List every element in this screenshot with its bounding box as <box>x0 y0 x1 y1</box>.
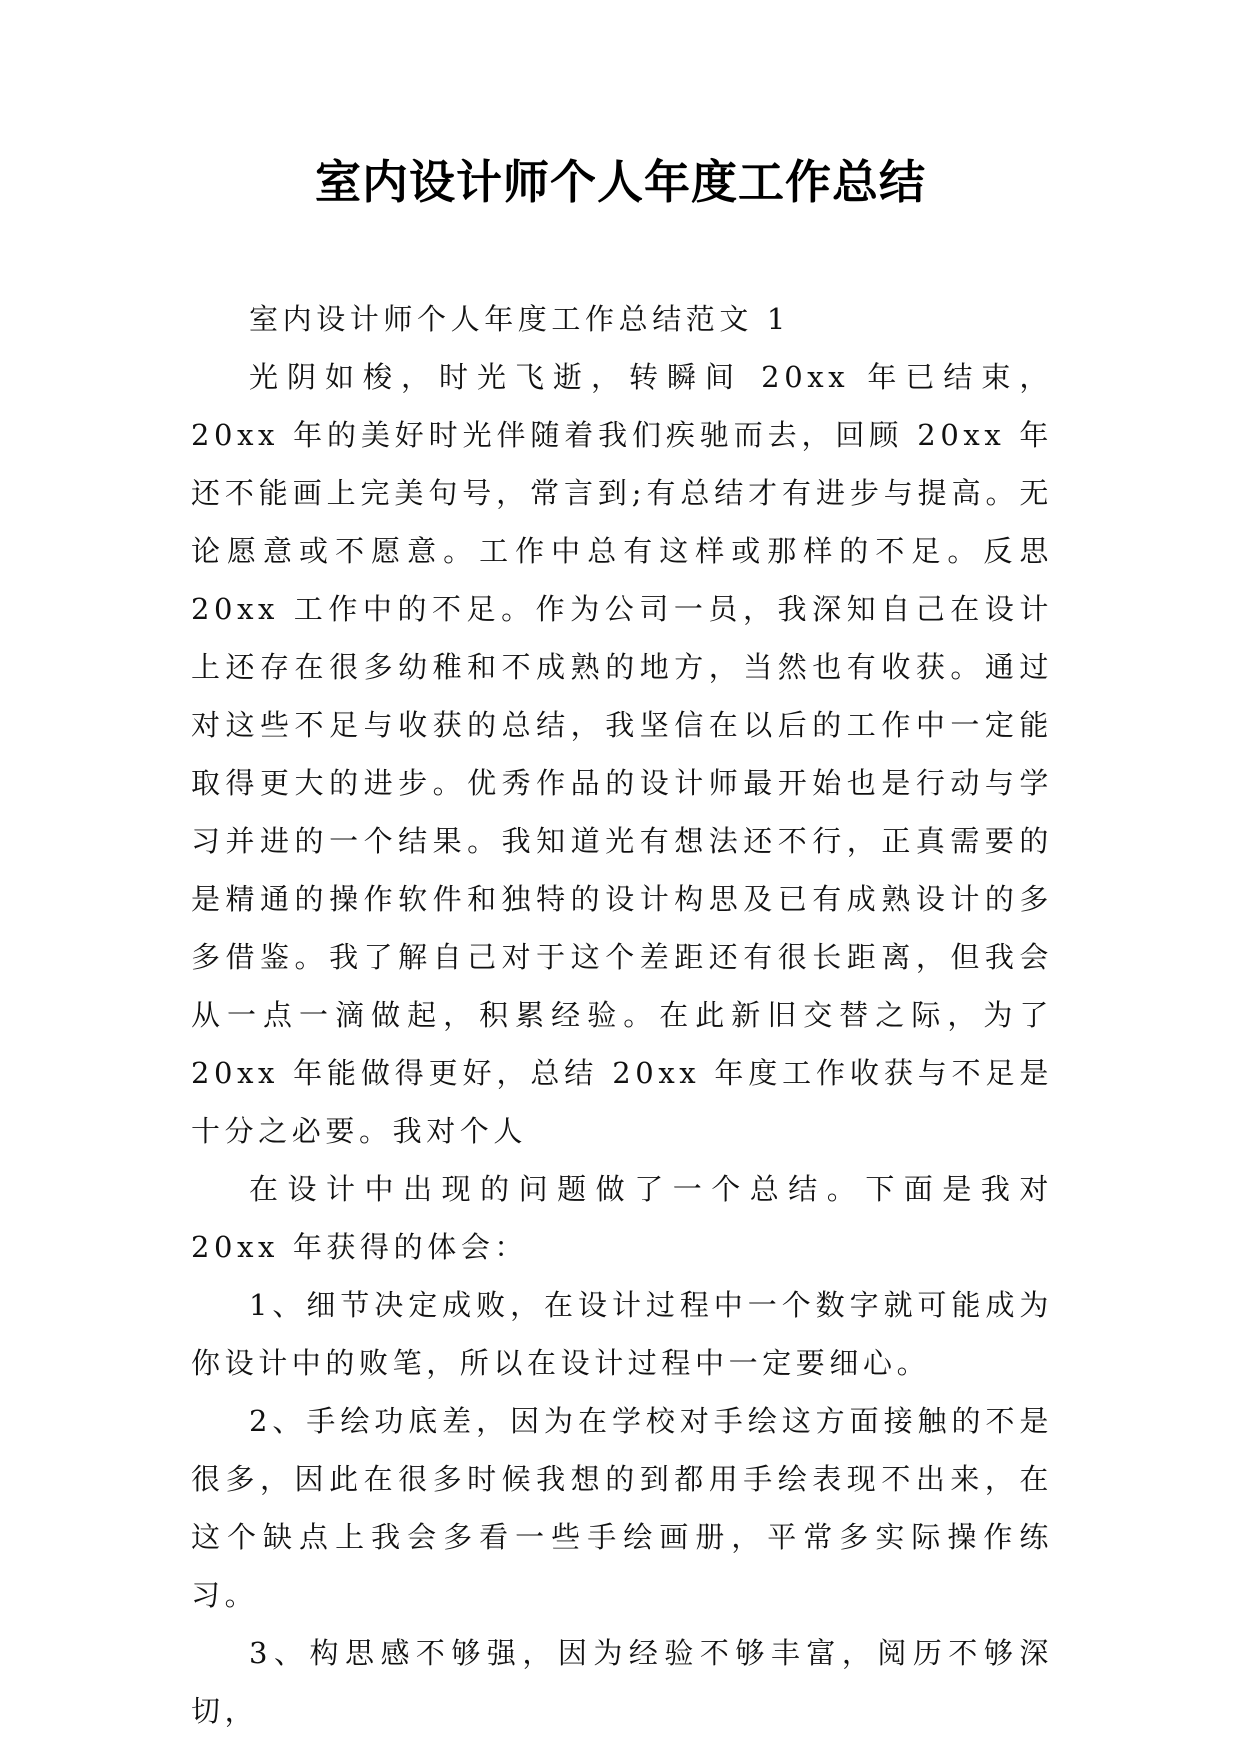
paragraph: 光阴如梭，时光飞逝，转瞬间 20xx 年已结束，20xx 年的美好时光伴随着我们疾驰而去，回顾 20xx 年还不能画上完美句号，常言到;有总结才有进步与提高。无论愿意或不愿意。工作中总有这样或那样的不足。反思 20xx 工作中的不足。作为公司一员，我深知自己在设计上还存在很多幼稚和不成熟的地方，当然也有收获。通过对这些不足与收获的总结，我坚信在以后的工作中一定能取得更大的进步。优秀作品的设计师最开始也是行动与学习并进的一个结果。我知道光有想法还不行，正真需要的是精通的操作软件和独特的设计构思及已有成熟设计的多多借鉴。我了解自己对于这个差距还有很长距离，但我会从一点一滴做起，积累经验。在此新旧交替之际，为了 20xx 年能做得更好，总结 20xx 年度工作收获与不足是十分之必要。我对个人 <box>191 360 1053 1148</box>
paragraph-heading: 室内设计师个人年度工作总结范文 1 <box>249 302 790 336</box>
paragraph: 3、构思感不够强，因为经验不够丰富，阅历不够深切， <box>191 1636 1053 1728</box>
paragraph: 1、细节决定成败，在设计过程中一个数字就可能成为你设计中的败笔，所以在设计过程中一定要细心。 <box>191 1288 1053 1380</box>
document-body <box>191 290 1053 1740</box>
paragraph: 2、手绘功底差，因为在学校对手绘这方面接触的不是很多，因此在很多时候我想的到都用手绘表现不出来，在这个缺点上我会多看一些手绘画册，平常多实际操作练习。 <box>191 1404 1053 1612</box>
paragraph: 在设计中出现的问题做了一个总结。下面是我对 20xx 年获得的体会： <box>191 1172 1053 1264</box>
document-title: 室内设计师个人年度工作总结 <box>315 155 926 209</box>
